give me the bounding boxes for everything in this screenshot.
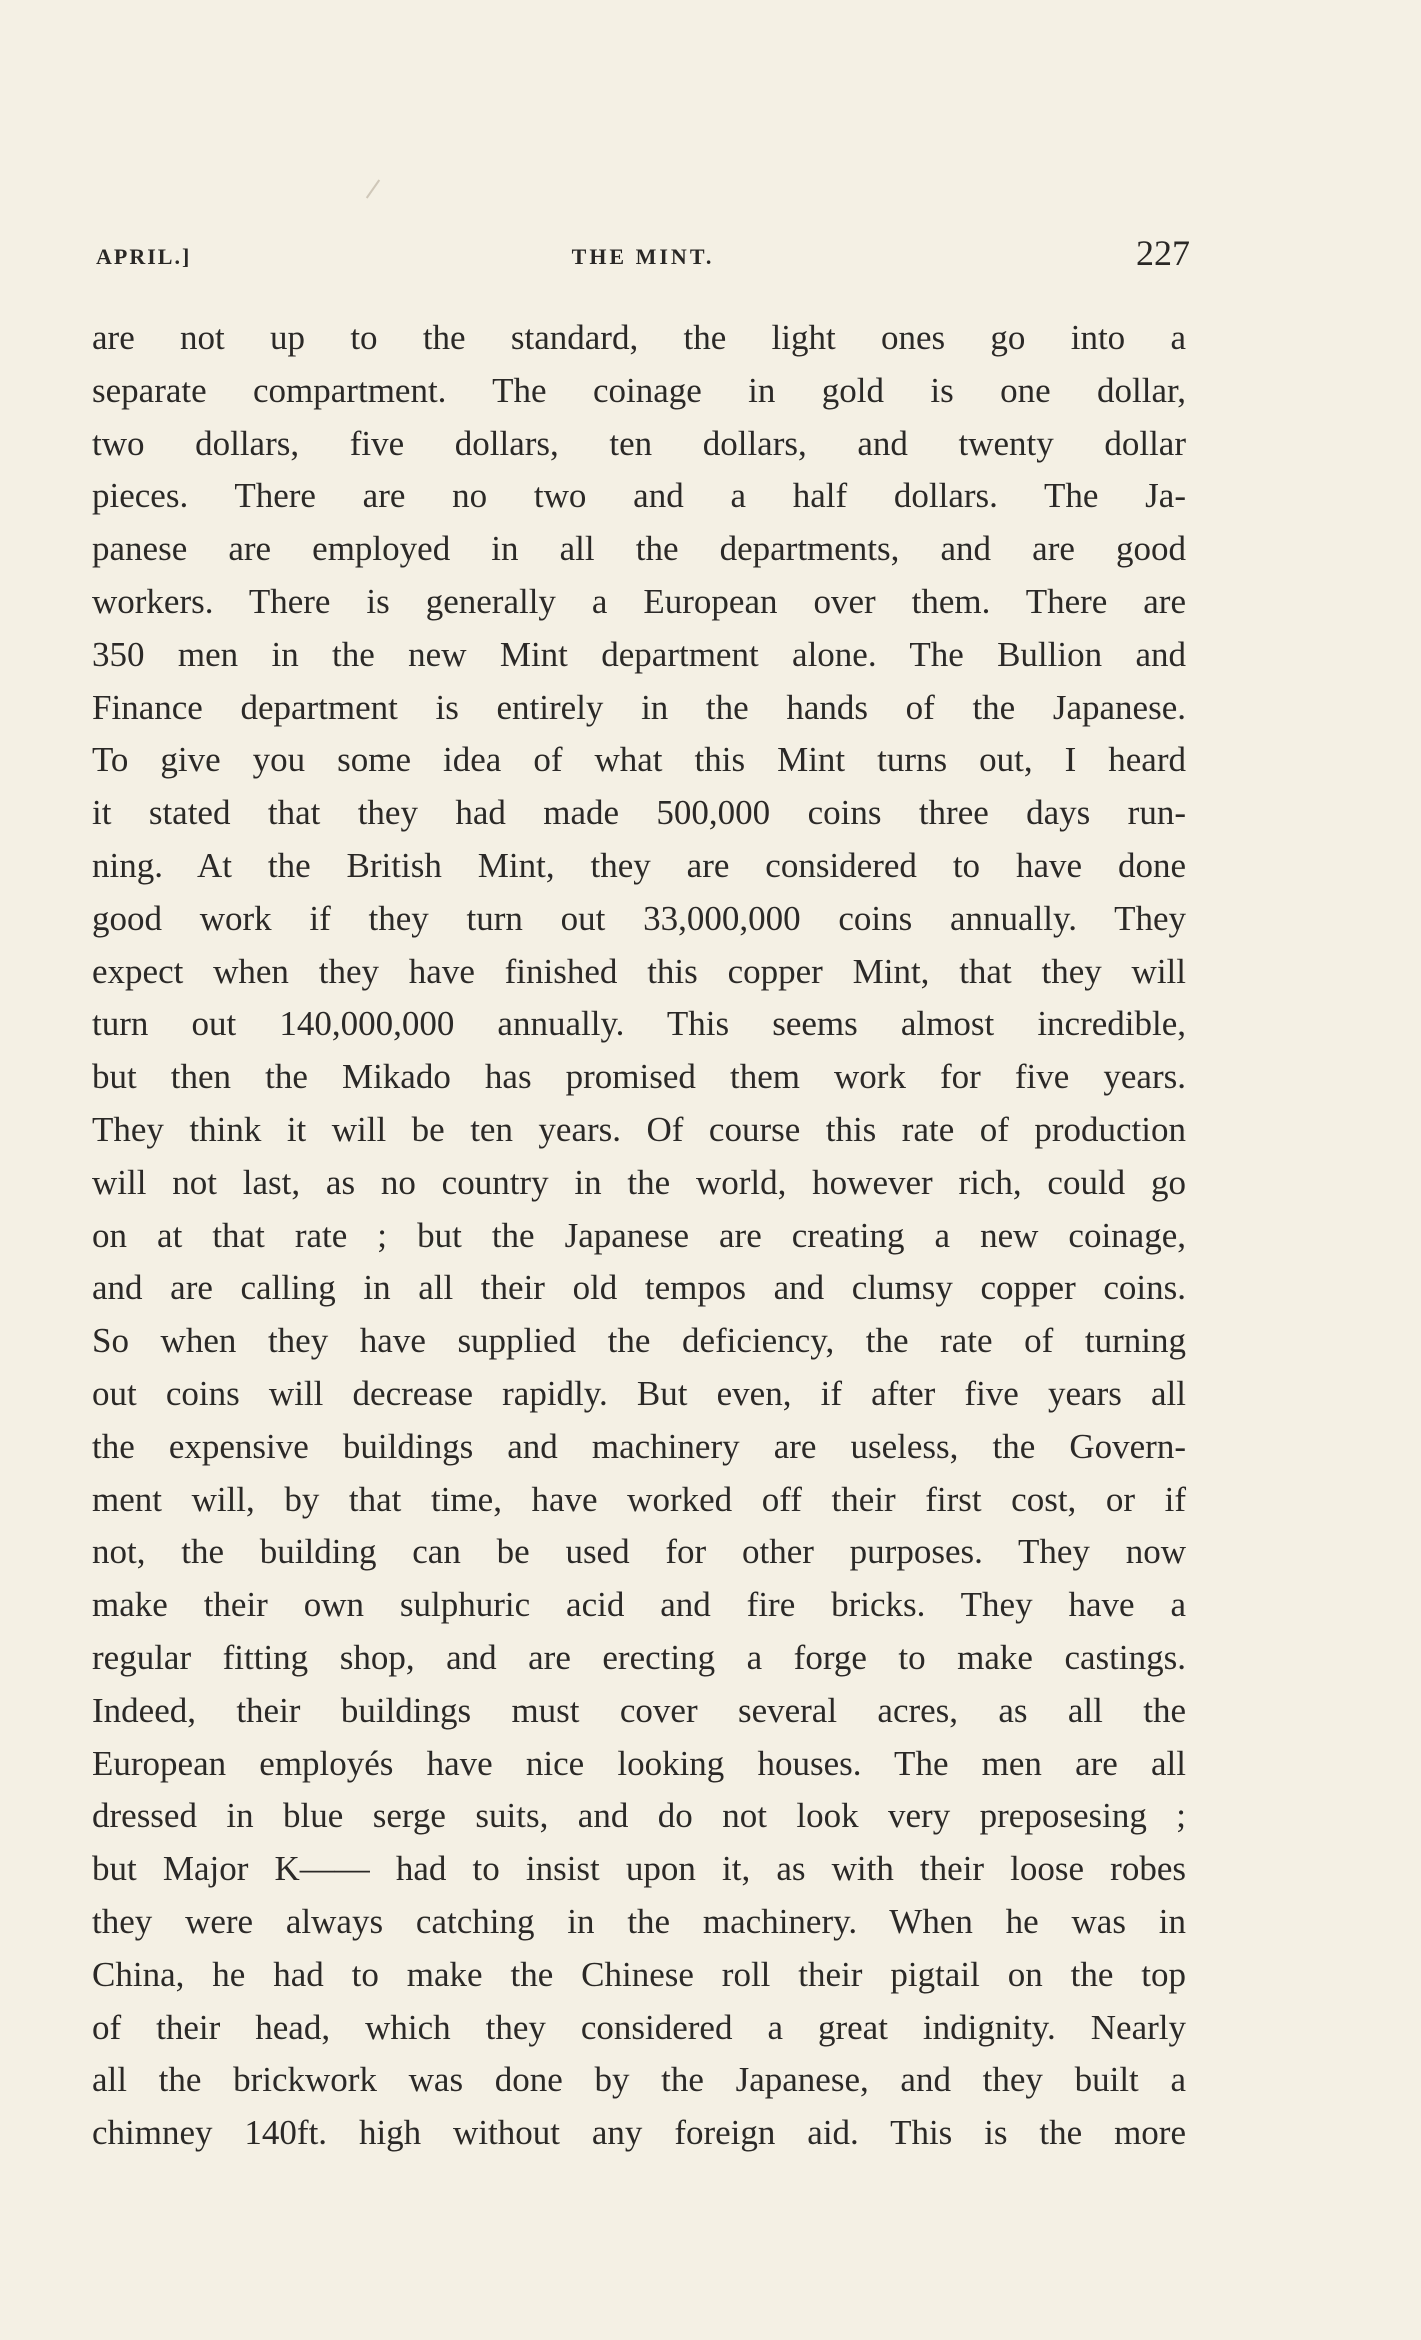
- text-line: all the brickwork was done by the Japanese, and they built a: [92, 2060, 1186, 2100]
- text-line: it stated that they had made 500,000 coins three days run-: [92, 793, 1186, 833]
- page-number: 227: [1136, 233, 1190, 273]
- text-line: and are calling in all their old tempos and clumsy copper coins.: [92, 1268, 1186, 1308]
- text-line: China, he had to make the Chinese roll their pigtail on the top: [92, 1954, 1186, 1994]
- text-line: dressed in blue serge suits, and do not look very preposesing ;: [92, 1796, 1186, 1836]
- text-line: but Major K—— had to insist upon it, as with their loose robes: [92, 1849, 1186, 1889]
- text-line: regular fitting shop, and are erecting a forge to make castings.: [92, 1637, 1186, 1677]
- text-line: the expensive buildings and machinery are useless, the Govern-: [92, 1426, 1186, 1466]
- text-line: will not last, as no country in the world, however rich, could go: [92, 1162, 1186, 1202]
- stray-mark: [366, 179, 380, 198]
- text-line: are not up to the standard, the light ones go into a: [92, 318, 1186, 357]
- text-line: they were always catching in the machinery. When he was in: [92, 1901, 1186, 1941]
- text-line: of their head, which they considered a great indignity. Nearly: [92, 2007, 1186, 2047]
- text-line: on at that rate ; but the Japanese are creating a new coinage,: [92, 1215, 1186, 1255]
- running-header: [96, 232, 1190, 292]
- text-line: good work if they turn out 33,000,000 coins annually. They: [92, 898, 1186, 938]
- text-line: not, the building can be used for other purposes. They now: [92, 1532, 1186, 1572]
- text-line: Finance department is entirely in the hands of the Japanese.: [92, 687, 1186, 727]
- text-line: ment will, by that time, have worked off their first cost, or if: [92, 1479, 1186, 1519]
- text-line: They think it will be ten years. Of course this rate of production: [92, 1109, 1186, 1149]
- text-line: ning. At the British Mint, they are considered to have done: [92, 845, 1186, 885]
- header-title: THE MINT.: [571, 244, 715, 269]
- text-line: panese are employed in all the departments, and are good: [92, 529, 1186, 569]
- text-line: separate compartment. The coinage in gold is one dollar,: [92, 370, 1186, 410]
- text-line: out coins will decrease rapidly. But even, if after five years all: [92, 1373, 1186, 1413]
- text-line: chimney 140ft. high without any foreign aid. This is the more: [92, 2113, 1186, 2153]
- text-line: 350 men in the new Mint department alone. The Bullion and: [92, 634, 1186, 674]
- text-line: So when they have supplied the deficiency, the rate of turning: [92, 1321, 1186, 1361]
- text-line: make their own sulphuric acid and fire bricks. They have a: [92, 1585, 1186, 1625]
- text-line: but then the Mikado has promised them work for five years.: [92, 1057, 1186, 1097]
- header-month: APRIL.]: [96, 244, 192, 269]
- text-line: workers. There is generally a European over them. There are: [92, 581, 1186, 621]
- text-line: Indeed, their buildings must cover several acres, as all the: [92, 1690, 1186, 1730]
- text-line: turn out 140,000,000 annually. This seems almost incredible,: [92, 1004, 1186, 1044]
- body-text: [92, 312, 1186, 2160]
- text-line: To give you some idea of what this Mint turns out, I heard: [92, 740, 1186, 780]
- text-line: European employés have nice looking houses. The men are all: [92, 1743, 1186, 1783]
- text-line: expect when they have finished this copper Mint, that they will: [92, 951, 1186, 991]
- text-line: two dollars, five dollars, ten dollars, and twenty dollar: [92, 423, 1186, 463]
- text-line: pieces. There are no two and a half dollars. The Ja-: [92, 476, 1186, 516]
